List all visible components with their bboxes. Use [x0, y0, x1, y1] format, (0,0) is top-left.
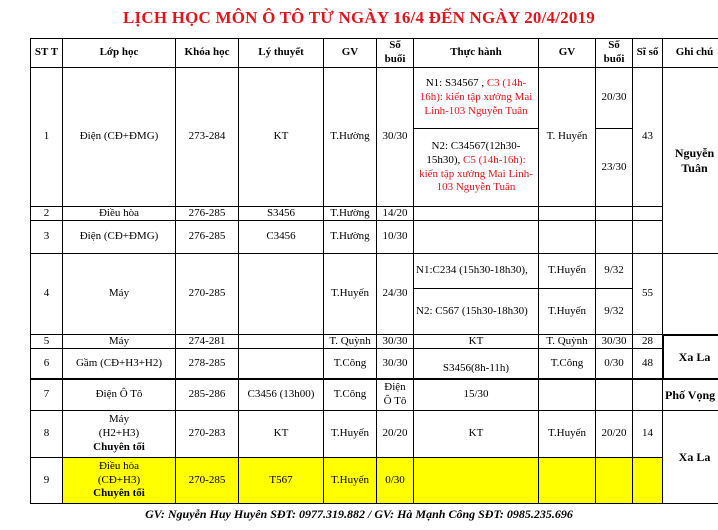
- row6-teacher: T.Công: [323, 348, 377, 380]
- row1-course: 273-284: [175, 67, 239, 207]
- row4-theory: [238, 253, 324, 335]
- note-pho-vong: Phố Vọng: [662, 379, 718, 411]
- row6-course: 278-285: [175, 348, 239, 380]
- row4-class-size: 55: [632, 253, 663, 335]
- row7-sessions: Điện Ô Tô: [376, 379, 414, 411]
- row6-sessions-2: 0/30: [595, 348, 633, 380]
- row1-class-size: 43: [632, 67, 663, 207]
- row6-practice: S3456(8h-11h): [413, 348, 539, 380]
- row8-teacher: T.Huyến: [323, 410, 377, 458]
- row7-teacher: T.Công: [323, 379, 377, 411]
- row5-sessions: 30/30: [376, 334, 414, 349]
- header-sessions-1: Số buổi: [376, 38, 414, 68]
- row2-stt: 2: [30, 206, 63, 221]
- row8-class: [62, 410, 176, 458]
- row4-sessions: 24/30: [376, 253, 414, 335]
- row9-practice: [413, 457, 539, 504]
- row5-class: Máy: [62, 334, 176, 349]
- row7-practice: 15/30: [413, 379, 539, 411]
- row1-practice-group1: [413, 67, 539, 129]
- row9-class: [62, 457, 176, 504]
- row1-teacher: T.Hường: [323, 67, 377, 207]
- row9-class-name: Điều hòa: [98, 459, 139, 472]
- row2-class-size: [632, 206, 663, 221]
- row9-class-size: [632, 457, 663, 504]
- row8-theory: KT: [238, 410, 324, 458]
- row5-practice: KT: [413, 334, 539, 349]
- row4-sessions-2b: 9/32: [595, 288, 633, 335]
- row4-class: Máy: [62, 253, 176, 335]
- row3-practice: [413, 220, 539, 254]
- row4-stt: 4: [30, 253, 63, 335]
- row8-sessions: 20/20: [376, 410, 414, 458]
- page-title: LỊCH HỌC MÔN Ô TÔ TỪ NGÀY 16/4 ĐẾN NGÀY 20/4/2019: [123, 8, 595, 27]
- header-class-size: Sĩ số: [632, 38, 663, 68]
- row2-teacher: T.Hường: [323, 206, 377, 221]
- row7-theory: C3456 (13h00): [238, 379, 324, 411]
- row6-theory: [238, 348, 324, 380]
- row5-sessions-2: 30/30: [595, 334, 633, 349]
- row4-sessions-2a: 9/32: [595, 253, 633, 289]
- schedule-table: [30, 38, 716, 504]
- header-theory: Lý thuyết: [238, 38, 324, 68]
- header-class: Lớp học: [62, 38, 176, 68]
- row4-teacher-2a: T.Huyến: [538, 253, 596, 289]
- row7-stt: 7: [30, 379, 63, 411]
- row1-practice-group1-text: N1: S34567 ,: [425, 77, 485, 90]
- row9-class-groups: (CĐ+H3): [97, 473, 141, 486]
- row7-class: Điện Ô Tô: [62, 379, 176, 411]
- row5-teacher-2: T. Quỳnh: [538, 334, 596, 349]
- row9-theory: T567: [238, 457, 324, 504]
- row8-teacher-2: T.Huyến: [538, 410, 596, 458]
- footer-contacts: GV: Nguyễn Huy Huyên SĐT: 0977.319.882 / GV: Hà Mạnh Công SĐT: 0985.235.696: [145, 507, 573, 521]
- header-teacher-1: GV: [323, 38, 377, 68]
- row7-class-size: [632, 379, 663, 411]
- note-xa-la-2: Xa La: [662, 410, 718, 504]
- row7-sessions-2: [595, 379, 633, 411]
- header-note: Ghi chú: [662, 38, 718, 68]
- row9-teacher-2: [538, 457, 596, 504]
- row3-course: 276-285: [175, 220, 239, 254]
- row2-sessions: 14/20: [376, 206, 414, 221]
- row8-sessions-2: 20/20: [595, 410, 633, 458]
- row6-sessions: 30/30: [376, 348, 414, 380]
- row4-note: [662, 253, 718, 335]
- row5-class-size: 28: [632, 334, 663, 349]
- row4-teacher: T.Huyến: [323, 253, 377, 335]
- header-stt: ST T: [30, 38, 63, 68]
- header-practice: Thực hành: [413, 38, 539, 68]
- row5-course: 274-281: [175, 334, 239, 349]
- row5-teacher: T. Quỳnh: [323, 334, 377, 349]
- row1-sessions: 30/30: [376, 67, 414, 207]
- row8-practice: KT: [413, 410, 539, 458]
- row2-course: 276-285: [175, 206, 239, 221]
- row4-course: 270-285: [175, 253, 239, 335]
- row7-course: 285-286: [175, 379, 239, 411]
- row8-course: 270-283: [175, 410, 239, 458]
- row9-teacher: T.Huyến: [323, 457, 377, 504]
- row6-class-size: 48: [632, 348, 663, 380]
- row3-teacher-2: [538, 220, 596, 254]
- note-nguyen-tuan: Nguyễn Tuân: [662, 67, 718, 254]
- row1-practice-group2-text: N2: C34567(12h30-15h30),: [426, 140, 521, 166]
- row2-theory: S3456: [238, 206, 324, 221]
- row7-teacher-2: [538, 379, 596, 411]
- note-xa-la-1: Xa La: [662, 334, 718, 380]
- row1-sessions-2b: 23/30: [595, 128, 633, 207]
- row9-sessions-2: [595, 457, 633, 504]
- row1-practice-group2-note: C5 (14h-16h): kiến tập xưởng Mai Linh-103 Nguyễn Tuân: [419, 153, 533, 194]
- row1-sessions-2a: 20/30: [595, 67, 633, 129]
- row6-class: Gầm (CĐ+H3+H2): [62, 348, 176, 380]
- row4-practice-group2: N2: C567 (15h30-18h30): [413, 288, 539, 335]
- header-course: Khóa học: [175, 38, 239, 68]
- row5-theory: [238, 334, 324, 349]
- header-teacher-2: GV: [538, 38, 596, 68]
- row8-class-groups: (H2+H3): [98, 427, 140, 440]
- row6-stt: 6: [30, 348, 63, 380]
- row3-theory: C3456: [238, 220, 324, 254]
- row1-class: Điện (CĐ+ĐMG): [62, 67, 176, 207]
- row2-class: Điều hòa: [62, 206, 176, 221]
- row8-class-size: 14: [632, 410, 663, 458]
- row2-teacher-2: [538, 206, 596, 221]
- row1-theory: KT: [238, 67, 324, 207]
- row8-stt: 8: [30, 410, 63, 458]
- row9-course: 270-285: [175, 457, 239, 504]
- header-sessions-2: Số buổi: [595, 38, 633, 68]
- row4-practice-group1: N1:C234 (15h30-18h30),: [413, 253, 539, 289]
- row5-stt: 5: [30, 334, 63, 349]
- row3-sessions: 10/30: [376, 220, 414, 254]
- row3-class-size: [632, 220, 663, 254]
- row6-teacher-2: T.Công: [538, 348, 596, 380]
- row3-teacher: T.Hường: [323, 220, 377, 254]
- row4-teacher-2b: T.Huyến: [538, 288, 596, 335]
- row9-class-evening: Chuyên tối: [93, 487, 145, 500]
- row3-stt: 3: [30, 220, 63, 254]
- row8-class-name: Máy: [108, 413, 130, 426]
- row1-practice-group1-note: C3 (14h-16h): kiến tập xưởng Mai Linh-103 Nguyễn Tuân: [419, 77, 533, 117]
- row1-practice-group2: [413, 128, 539, 207]
- row9-sessions: 0/30: [376, 457, 414, 504]
- row3-sessions-2: [595, 220, 633, 254]
- row9-stt: 9: [30, 457, 63, 504]
- row2-practice: [413, 206, 539, 221]
- row1-stt: 1: [30, 67, 63, 207]
- row2-sessions-2: [595, 206, 633, 221]
- row8-class-evening: Chuyên tối: [93, 440, 145, 453]
- row3-class: Điện (CĐ+ĐMG): [62, 220, 176, 254]
- row1-teacher-2: T. Huyến: [538, 67, 596, 207]
